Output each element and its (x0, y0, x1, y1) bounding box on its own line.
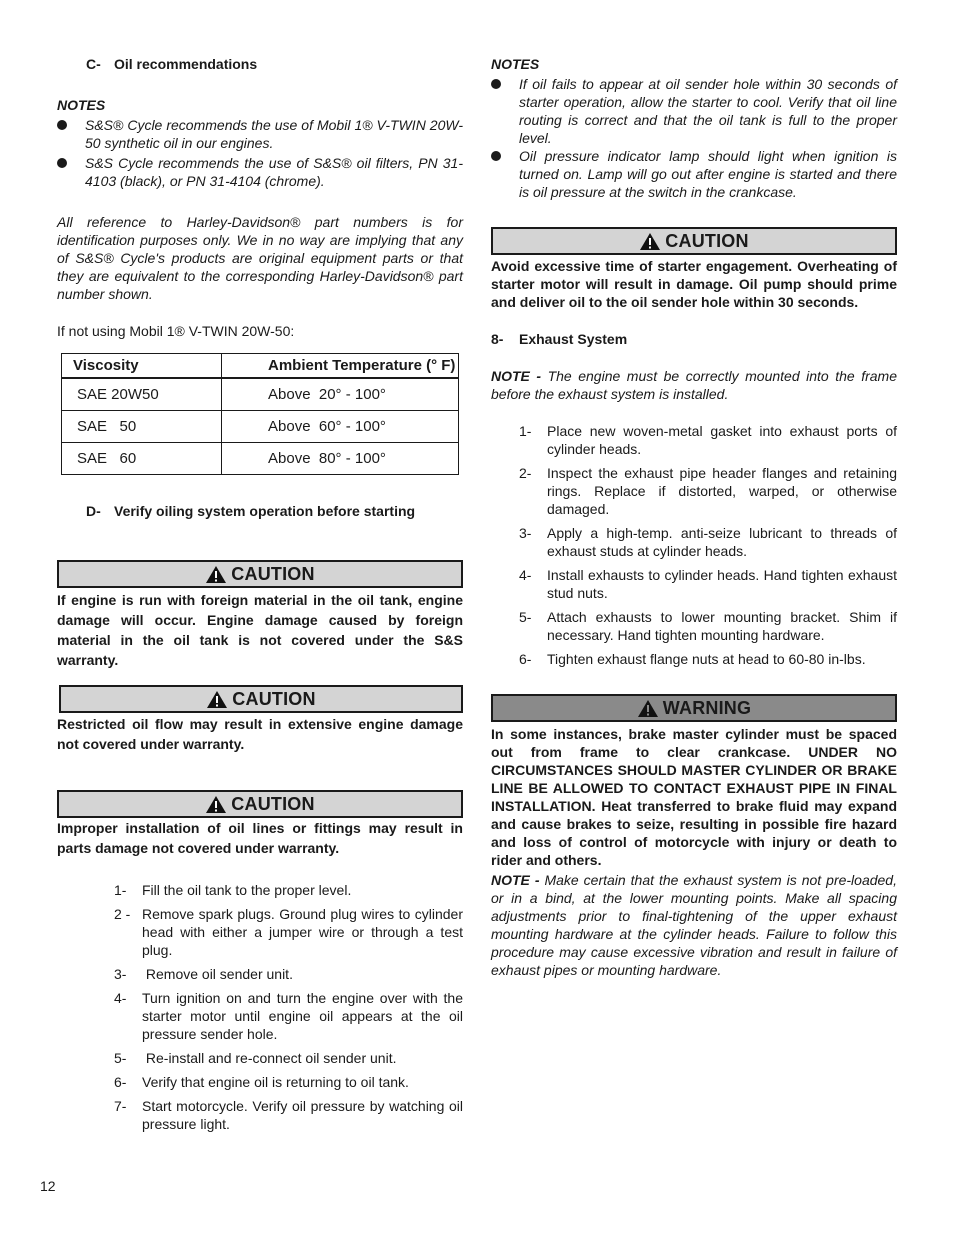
caution-label: CAUTION (231, 563, 315, 584)
caution-banner (491, 227, 897, 255)
exhaust-steps (519, 422, 897, 674)
caution-text: Improper installation of oil lines or fittings may result in parts damage not covered under warranty. (57, 820, 463, 856)
step-text: Inspect the exhaust pipe header flanges and retaining rings. Replace if distorted, warped, or otherwise damaged. (547, 465, 897, 517)
caution-label: CAUTION (665, 230, 749, 251)
right-notes-heading: NOTES (491, 56, 540, 72)
table-cell: Above 80° - 100° (222, 443, 459, 475)
list-item (114, 1097, 463, 1133)
caution-text: Avoid excessive time of starter engagement. Overheating of starter motor will result in damage. Oil pump should prime and deliver oil to the oil sender hole within 30 seconds. (491, 258, 897, 310)
list-item (519, 650, 897, 668)
step-text: Remove oil sender unit. (142, 966, 293, 982)
note-text: Oil pressure indicator lamp should light when ignition is turned on. Lamp will go out after engine is started and there is oil pressure at the switch in the crankcase. (519, 148, 897, 200)
table-cell: SAE 50 (62, 411, 222, 443)
warning-triangle-icon (205, 795, 227, 814)
table-cell: SAE 60 (62, 443, 222, 475)
caution-banner (57, 560, 463, 588)
section-8-heading (491, 331, 627, 347)
table-cell: Above 20° - 100° (222, 378, 459, 411)
note-text: S&S Cycle recommends the use of S&S® oil filters, PN 31-4103 (black), or PN 31-4104 (chrome). (85, 155, 463, 189)
caution-text: If engine is run with foreign material in the oil tank, engine damage will occur. Engine damage caused by foreign material in the oil tank is not covered under the S&S warranty. (57, 592, 463, 668)
disclaimer-paragraph: All reference to Harley-Davidson® part numbers is for identification purposes only. We in no way are implying that any of S&S® Cycle's products are original equipment parts or that they are equivalent to the corresponding Harley-Davidson® part number shown. (57, 214, 463, 302)
list-item (114, 905, 463, 959)
note-text: Make certain that the exhaust system is not pre-loaded, or in a bind, at the lower mounting points. Make all spacing adjustments prior to final-tightening of the upper exhaust mounting hardware at the cylinder heads. Failure to follow this procedure may cause excessive vibration and result in failure of exhaust pipes or mounting hardware. (491, 872, 901, 978)
table-row (62, 378, 459, 411)
section-d-letter: D- (86, 503, 101, 519)
step-number: 6- (519, 651, 532, 667)
if-not-using-line: If not using Mobil 1® V-TWIN 20W-50: (57, 323, 295, 339)
list-item (519, 524, 897, 560)
step-text: Re-install and re-connect oil sender unit. (142, 1050, 397, 1066)
step-text: Apply a high-temp. anti-seize lubricant to threads of exhaust studs at cylinder heads. (547, 525, 897, 559)
step-text: Place new woven-metal gasket into exhaust ports of cylinder heads. (547, 423, 897, 457)
section-d-heading (86, 503, 415, 519)
section-8-title: Exhaust System (519, 331, 628, 347)
section-d-title: Verify oiling system operation before starting (114, 503, 416, 519)
section-8-letter: 8- (491, 331, 504, 347)
step-text: Tighten exhaust flange nuts at head to 60-80 in-lbs. (547, 651, 866, 667)
step-number: 7- (114, 1098, 127, 1114)
list-item (519, 464, 897, 518)
list-item (114, 989, 463, 1043)
step-number: 2 - (114, 906, 131, 922)
oil-system-steps (114, 881, 463, 1139)
warning-triangle-icon (637, 699, 659, 718)
step-number: 5- (114, 1050, 127, 1066)
bullet-icon (491, 79, 501, 89)
section-c-heading (86, 56, 257, 72)
caution-banner (59, 685, 463, 713)
note-label: NOTE - (491, 368, 542, 384)
step-text: Verify that engine oil is returning to oil tank. (142, 1074, 409, 1090)
left-notes-list (57, 116, 463, 190)
warning-banner (491, 694, 897, 722)
step-text: Remove spark plugs. Ground plug wires to cylinder head with either a jumper wire or through a test plug. (142, 906, 463, 958)
note-text: S&S® Cycle recommends the use of Mobil 1® V-TWIN 20W-50 synthetic oil in our engines. (85, 117, 463, 151)
step-number: 1- (519, 423, 532, 439)
table-cell: Above 60° - 100° (222, 411, 459, 443)
step-number: 3- (114, 966, 127, 982)
section-c-title: Oil recommendations (114, 56, 258, 72)
exhaust-note (491, 367, 901, 403)
warning-triangle-icon (206, 690, 228, 709)
list-item (519, 608, 897, 644)
viscosity-table (61, 353, 459, 475)
table-row (62, 411, 459, 443)
bullet-icon (57, 120, 67, 130)
note-label: NOTE - (491, 872, 540, 888)
list-item (57, 116, 463, 152)
warning-triangle-icon (205, 565, 227, 584)
table-header-cell: Viscosity (62, 354, 222, 379)
list-item (114, 881, 463, 899)
step-text: Install exhausts to cylinder heads. Hand tighten exhaust stud nuts. (547, 567, 897, 601)
bullet-icon (57, 158, 67, 168)
caution-label: CAUTION (231, 793, 315, 814)
section-c-letter: C- (86, 56, 101, 72)
table-cell: SAE 20W50 (62, 378, 222, 411)
list-item (519, 422, 897, 458)
list-item (114, 1073, 463, 1091)
list-item (114, 1049, 463, 1067)
table-row (62, 443, 459, 475)
note-text: If oil fails to appear at oil sender hole within 30 seconds of starter operation, allow the starter to cool. Verify that oil line routing is correct and that the oil tank is full to the proper level. (519, 76, 897, 146)
step-text: Turn ignition on and turn the engine over with the starter motor until engine oil appears at the oil pressure sender hole. (142, 990, 463, 1042)
step-text: Attach exhausts to lower mounting bracket. Shim if necessary. Hand tighten mounting hardware. (547, 609, 897, 643)
warning-triangle-icon (639, 232, 661, 251)
step-number: 3- (519, 525, 532, 541)
step-number: 4- (114, 990, 127, 1006)
warning-text: In some instances, brake master cylinder must be spaced out from frame to clear crankcase. UNDER NO CIRCUMSTANCES SHOULD MASTER CYLINDER OR BRAKE LINE BE ALLOWED TO CONTACT EXHAUST PIPE IN FINAL INSTALLATION. Heat transferred to brake fluid may expand and cause brakes to seize, resulting in possible fire hazard and loss of control of motorcycle with injury or death to rider and others. (491, 726, 897, 868)
list-item (114, 965, 463, 983)
caution-label: CAUTION (232, 688, 316, 709)
right-notes-list (491, 75, 897, 201)
list-item (519, 566, 897, 602)
list-item (491, 147, 897, 201)
note-text: The engine must be correctly mounted into the frame before the exhaust system is installed. (491, 368, 901, 402)
caution-banner (57, 790, 463, 818)
table-header-cell: Ambient Temperature (° F) (222, 354, 459, 379)
list-item (491, 75, 897, 147)
bullet-icon (491, 151, 501, 161)
step-number: 5- (519, 609, 532, 625)
step-number: 4- (519, 567, 532, 583)
step-number: 2- (519, 465, 532, 481)
left-notes-heading: NOTES (57, 97, 106, 113)
page-number: 12 (40, 1178, 56, 1194)
step-number: 1- (114, 882, 127, 898)
warning-label: WARNING (662, 697, 752, 718)
list-item (57, 154, 463, 190)
step-text: Start motorcycle. Verify oil pressure by watching oil pressure light. (142, 1098, 463, 1132)
table-header-row (62, 354, 459, 379)
exhaust-preload-note (491, 871, 901, 979)
step-number: 6- (114, 1074, 127, 1090)
caution-text: Restricted oil flow may result in extensive engine damage not covered under warranty. (57, 716, 463, 752)
step-text: Fill the oil tank to the proper level. (142, 882, 352, 898)
